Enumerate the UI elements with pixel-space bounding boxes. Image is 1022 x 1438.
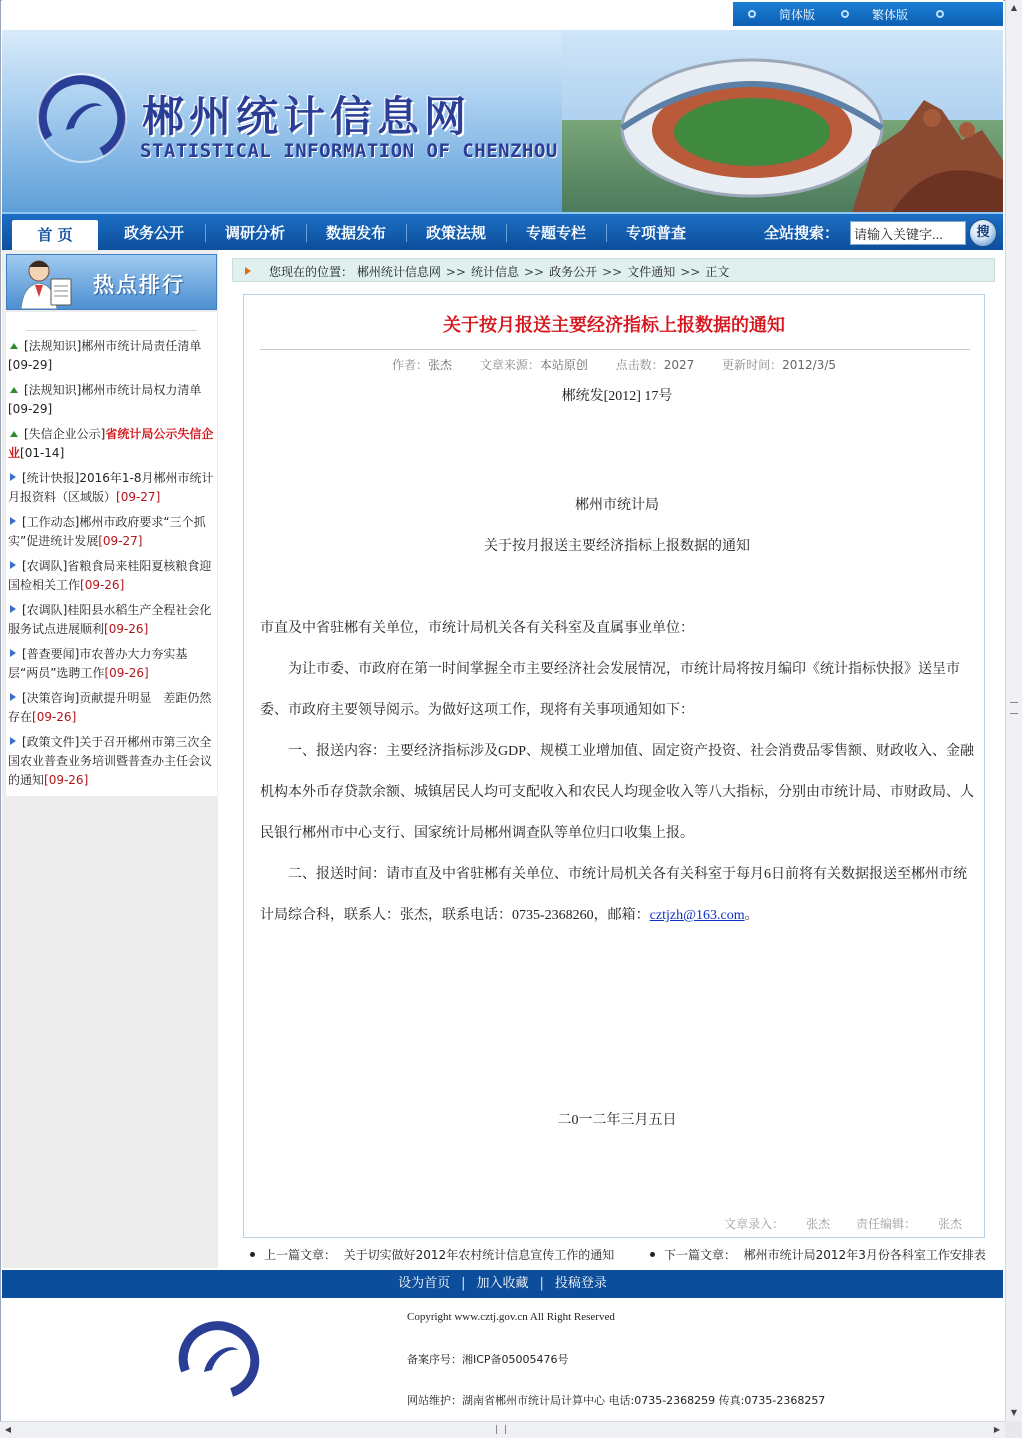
- divider: [260, 349, 970, 350]
- breadcrumb-sep: >>: [445, 265, 466, 279]
- triangle-right-icon: [10, 649, 16, 657]
- article-subtitle: 关于按月报送主要经济指标上报数据的通知: [484, 539, 750, 554]
- nav-item-data-release[interactable]: 数据发布: [325, 224, 386, 242]
- hot-list-text[interactable]: [法规知识]郴州市统计局责任清单: [24, 339, 202, 353]
- hot-list-date: [09-26]: [32, 710, 77, 724]
- hot-list-date: [09-27]: [116, 490, 161, 504]
- breadcrumb-item[interactable]: 郴州统计信息网: [356, 265, 441, 279]
- salutation: 市直及中省驻郴有关单位，市统计局机关各有关科室及直属事业单位：: [260, 621, 694, 636]
- nav-item-home[interactable]: 首 页: [12, 220, 98, 252]
- hot-list-date: [01-14]: [20, 446, 65, 460]
- hot-list-date: [09-26]: [80, 578, 125, 592]
- prev-label: 上一篇文章：: [264, 1248, 337, 1262]
- scroll-left-icon[interactable]: ◀: [4, 1425, 12, 1434]
- hot-list-text[interactable]: [普查要闻]市农普办大力夯实基层“两员”选聘工作: [8, 647, 188, 680]
- triangle-right-icon: [10, 517, 16, 525]
- entered-by: 张杰: [806, 1217, 831, 1231]
- hot-list-date: [09-26]: [44, 773, 89, 787]
- meta-label: 点击数：: [615, 358, 664, 372]
- next-label: 下一篇文章：: [664, 1248, 737, 1262]
- scroll-corner: [1005, 1421, 1022, 1438]
- copyright-text: Copyright www.cztj.gov.cn All Right Reserved: [407, 1311, 615, 1323]
- search-label: 全站搜索：: [764, 224, 840, 242]
- hot-list-date: [09-27]: [98, 534, 143, 548]
- breadcrumb-item[interactable]: 政务公开: [549, 265, 598, 279]
- triangle-right-icon: [10, 693, 16, 701]
- breadcrumb-sep: >>: [523, 265, 545, 279]
- breadcrumb-prefix: 您现在的位置：: [269, 265, 354, 279]
- meta-source: 本站原创: [539, 358, 588, 372]
- article-panel: [243, 294, 985, 1238]
- hot-list-text[interactable]: [法规知识]郴州市统计局权力清单: [24, 383, 202, 397]
- footer-logo-icon: [174, 1318, 264, 1402]
- breadcrumb-item[interactable]: 统计信息: [470, 265, 519, 279]
- breadcrumb-sep: >>: [680, 265, 701, 279]
- hot-list-item[interactable]: [8, 425, 215, 463]
- triangle-right-icon: [10, 605, 16, 613]
- editor: 张杰: [937, 1217, 962, 1231]
- circle-icon: [841, 10, 849, 18]
- circle-icon: [748, 10, 756, 18]
- hot-list-item[interactable]: [8, 557, 215, 595]
- issuing-org: 郴州市统计局: [575, 498, 659, 513]
- language-bar: [733, 2, 1003, 26]
- footer-links: [2, 1270, 1003, 1298]
- meta-author: 张杰: [428, 358, 453, 372]
- footer-sep: |: [539, 1276, 544, 1291]
- paragraph: 为让市委、市政府在第一时间掌握全市主要经济社会发展情况，市统计局将按月编印《统计指标快报》送呈市委、市政府主要领导阅示。为做好这项工作，现将有关事项通知如下：: [260, 662, 960, 718]
- next-article: [650, 1246, 986, 1263]
- meta-label: 文章来源：: [479, 358, 540, 372]
- hot-list-text[interactable]: [政策文件]关于召开郴州市第三次全国农业普查业务培训暨普查办主任会议的通知: [8, 735, 213, 787]
- hot-list-date: [09-29]: [8, 402, 53, 416]
- set-homepage-link[interactable]: 设为首页: [398, 1276, 451, 1291]
- footer-sep: |: [461, 1276, 466, 1291]
- hot-list-text[interactable]: [农调队]桂阳县水稻生产全程社会化服务试点进展顺利: [8, 603, 212, 636]
- breadcrumb-text: [269, 263, 729, 280]
- nav-item-research[interactable]: 调研分析: [224, 224, 285, 242]
- hot-list-item[interactable]: [8, 601, 215, 639]
- article-credits: [724, 1215, 962, 1232]
- paragraph-text: 。: [744, 908, 759, 923]
- doc-number: 郴统发[2012] 17号: [561, 389, 673, 404]
- triangle-up-icon: [10, 343, 18, 349]
- page: [2, 0, 1003, 1407]
- horizontal-scrollbar[interactable]: [0, 1421, 1005, 1438]
- hot-list-text[interactable]: [决策咨询]贡献提升明显 差距仍然存在: [8, 691, 212, 724]
- site-title: 郴州统计信息网: [142, 92, 472, 141]
- hot-list-item[interactable]: [8, 381, 215, 419]
- site-footer: [2, 1300, 1003, 1420]
- top-strip: [2, 0, 1003, 30]
- hot-list-text[interactable]: [工作动态]郴州市政府要求“三个抓实”促进统计发展: [8, 515, 206, 548]
- credit-label: 责任编辑：: [855, 1217, 916, 1231]
- nav-item-gov-affairs[interactable]: 政务公开: [123, 224, 184, 242]
- main-nav: [2, 212, 1003, 250]
- hot-list-text[interactable]: [统计快报]2016年1-8月郴州市统计月报资料（区域版）: [8, 471, 214, 504]
- search-button[interactable]: 搜: [969, 219, 997, 247]
- hot-list-item[interactable]: [8, 513, 215, 551]
- hot-list-item[interactable]: [8, 689, 215, 727]
- site-banner: [2, 30, 1003, 212]
- sidebar-header: [6, 254, 217, 310]
- search-input[interactable]: [850, 221, 966, 245]
- bullet-icon: [650, 1252, 655, 1257]
- circle-icon: [936, 10, 944, 18]
- icp-text: 备案序号：湘ICP备05005476号: [407, 1353, 569, 1366]
- hot-list-text[interactable]: [失信企业公示]: [24, 427, 106, 441]
- meta-label: 更新时间：: [722, 358, 783, 372]
- add-favorite-link[interactable]: 加入收藏: [476, 1276, 529, 1291]
- nav-item-special[interactable]: 专题专栏: [525, 224, 586, 242]
- divider: [26, 330, 197, 331]
- article-title: 关于按月报送主要经济指标上报数据的通知: [443, 315, 785, 336]
- triangle-up-icon: [10, 387, 18, 393]
- breadcrumb-current: 正文: [705, 265, 730, 279]
- site-logo-icon: [36, 72, 128, 164]
- nav-item-census[interactable]: 专项普查: [625, 224, 686, 242]
- scroll-up-icon[interactable]: ▲: [1010, 3, 1018, 12]
- submit-login-link[interactable]: 投稿登录: [554, 1276, 607, 1291]
- sidebar: [2, 250, 218, 1268]
- meta-clicks: 2027: [663, 358, 695, 372]
- hot-list-date: [09-26]: [104, 666, 149, 680]
- stadium-image: [562, 30, 1003, 212]
- triangle-up-icon: [10, 431, 18, 437]
- hot-list-date: [09-29]: [8, 358, 53, 372]
- hot-list-item[interactable]: [8, 469, 215, 507]
- hot-list-highlight[interactable]: 省统计局公示失信企业: [8, 427, 214, 460]
- hot-list: [6, 312, 217, 796]
- document-date: 二0一二年三月五日: [557, 1113, 677, 1128]
- email-link[interactable]: cztjzh@163.com: [649, 908, 745, 923]
- traditional-link[interactable]: 繁体版: [872, 8, 909, 22]
- staff-avatar-icon: [17, 257, 75, 309]
- paragraph: 一、报送内容：主要经济指标涉及GDP、规模工业增加值、固定资产投资、社会消费品零售额、财政收入、金融机构本外币存贷款余额、城镇居民人均可支配收入和农民人均现金收入等八大指标，分别由市统计局、市财政局、人民银行郴州市中心支行、国家统计局郴州调查队等单位归口收集上报。: [260, 744, 975, 841]
- next-article-link[interactable]: 郴州市统计局2012年3月份各科室工作安排表: [743, 1248, 986, 1262]
- prev-next-links: [250, 1246, 986, 1263]
- prev-article-link[interactable]: 关于切实做好2012年农村统计信息宣传工作的通知: [343, 1248, 615, 1262]
- article-meta: [244, 356, 984, 373]
- breadcrumb: [232, 258, 995, 282]
- bullet-icon: [250, 1252, 255, 1257]
- vertical-scrollbar[interactable]: [1005, 0, 1022, 1421]
- scroll-grip[interactable]: [496, 1425, 506, 1434]
- hot-list-text[interactable]: [农调队]省粮食局来桂阳夏核粮食迎国检相关工作: [8, 559, 212, 592]
- site-subtitle: STATISTICAL INFORMATION OF CHENZHOU: [140, 140, 558, 162]
- triangle-right-icon: [10, 473, 16, 481]
- meta-updated: 2012/3/5: [782, 358, 837, 372]
- hot-list-date: [09-26]: [104, 622, 149, 636]
- scroll-right-icon[interactable]: ▶: [993, 1425, 1001, 1434]
- article-body: [260, 383, 974, 1141]
- credit-label: 文章录入：: [724, 1217, 785, 1231]
- sidebar-title: 热点排行: [93, 273, 185, 297]
- breadcrumb-item[interactable]: 文件通知: [627, 265, 676, 279]
- paragraph: [260, 854, 974, 936]
- scroll-down-icon[interactable]: ▼: [1010, 1408, 1018, 1417]
- triangle-right-icon: [10, 737, 16, 745]
- paragraph-text: 二、报送时间：请市直及中省驻郴有关单位、市统计局机关各有关科室于每月6日前将有关数据报送至郴州市统计局综合科，联系人：张杰，联系电话：0735-2368260，邮箱：: [260, 867, 967, 923]
- meta-label: 作者：: [391, 358, 428, 372]
- hot-list-item[interactable]: [8, 645, 215, 683]
- simplified-link[interactable]: 简体版: [779, 8, 816, 22]
- scroll-grip[interactable]: [1010, 702, 1018, 714]
- maintainer-text: 网站维护：湖南省郴州市统计局计算中心 电话:0735-2368259 传真:0735-2368257: [407, 1394, 826, 1407]
- breadcrumb-sep: >>: [602, 265, 623, 279]
- hot-list-item[interactable]: [8, 733, 215, 790]
- triangle-right-icon: [10, 561, 16, 569]
- hot-list-item[interactable]: [8, 337, 215, 375]
- nav-item-policy[interactable]: 政策法规: [425, 224, 486, 242]
- arrow-right-icon: [245, 267, 251, 275]
